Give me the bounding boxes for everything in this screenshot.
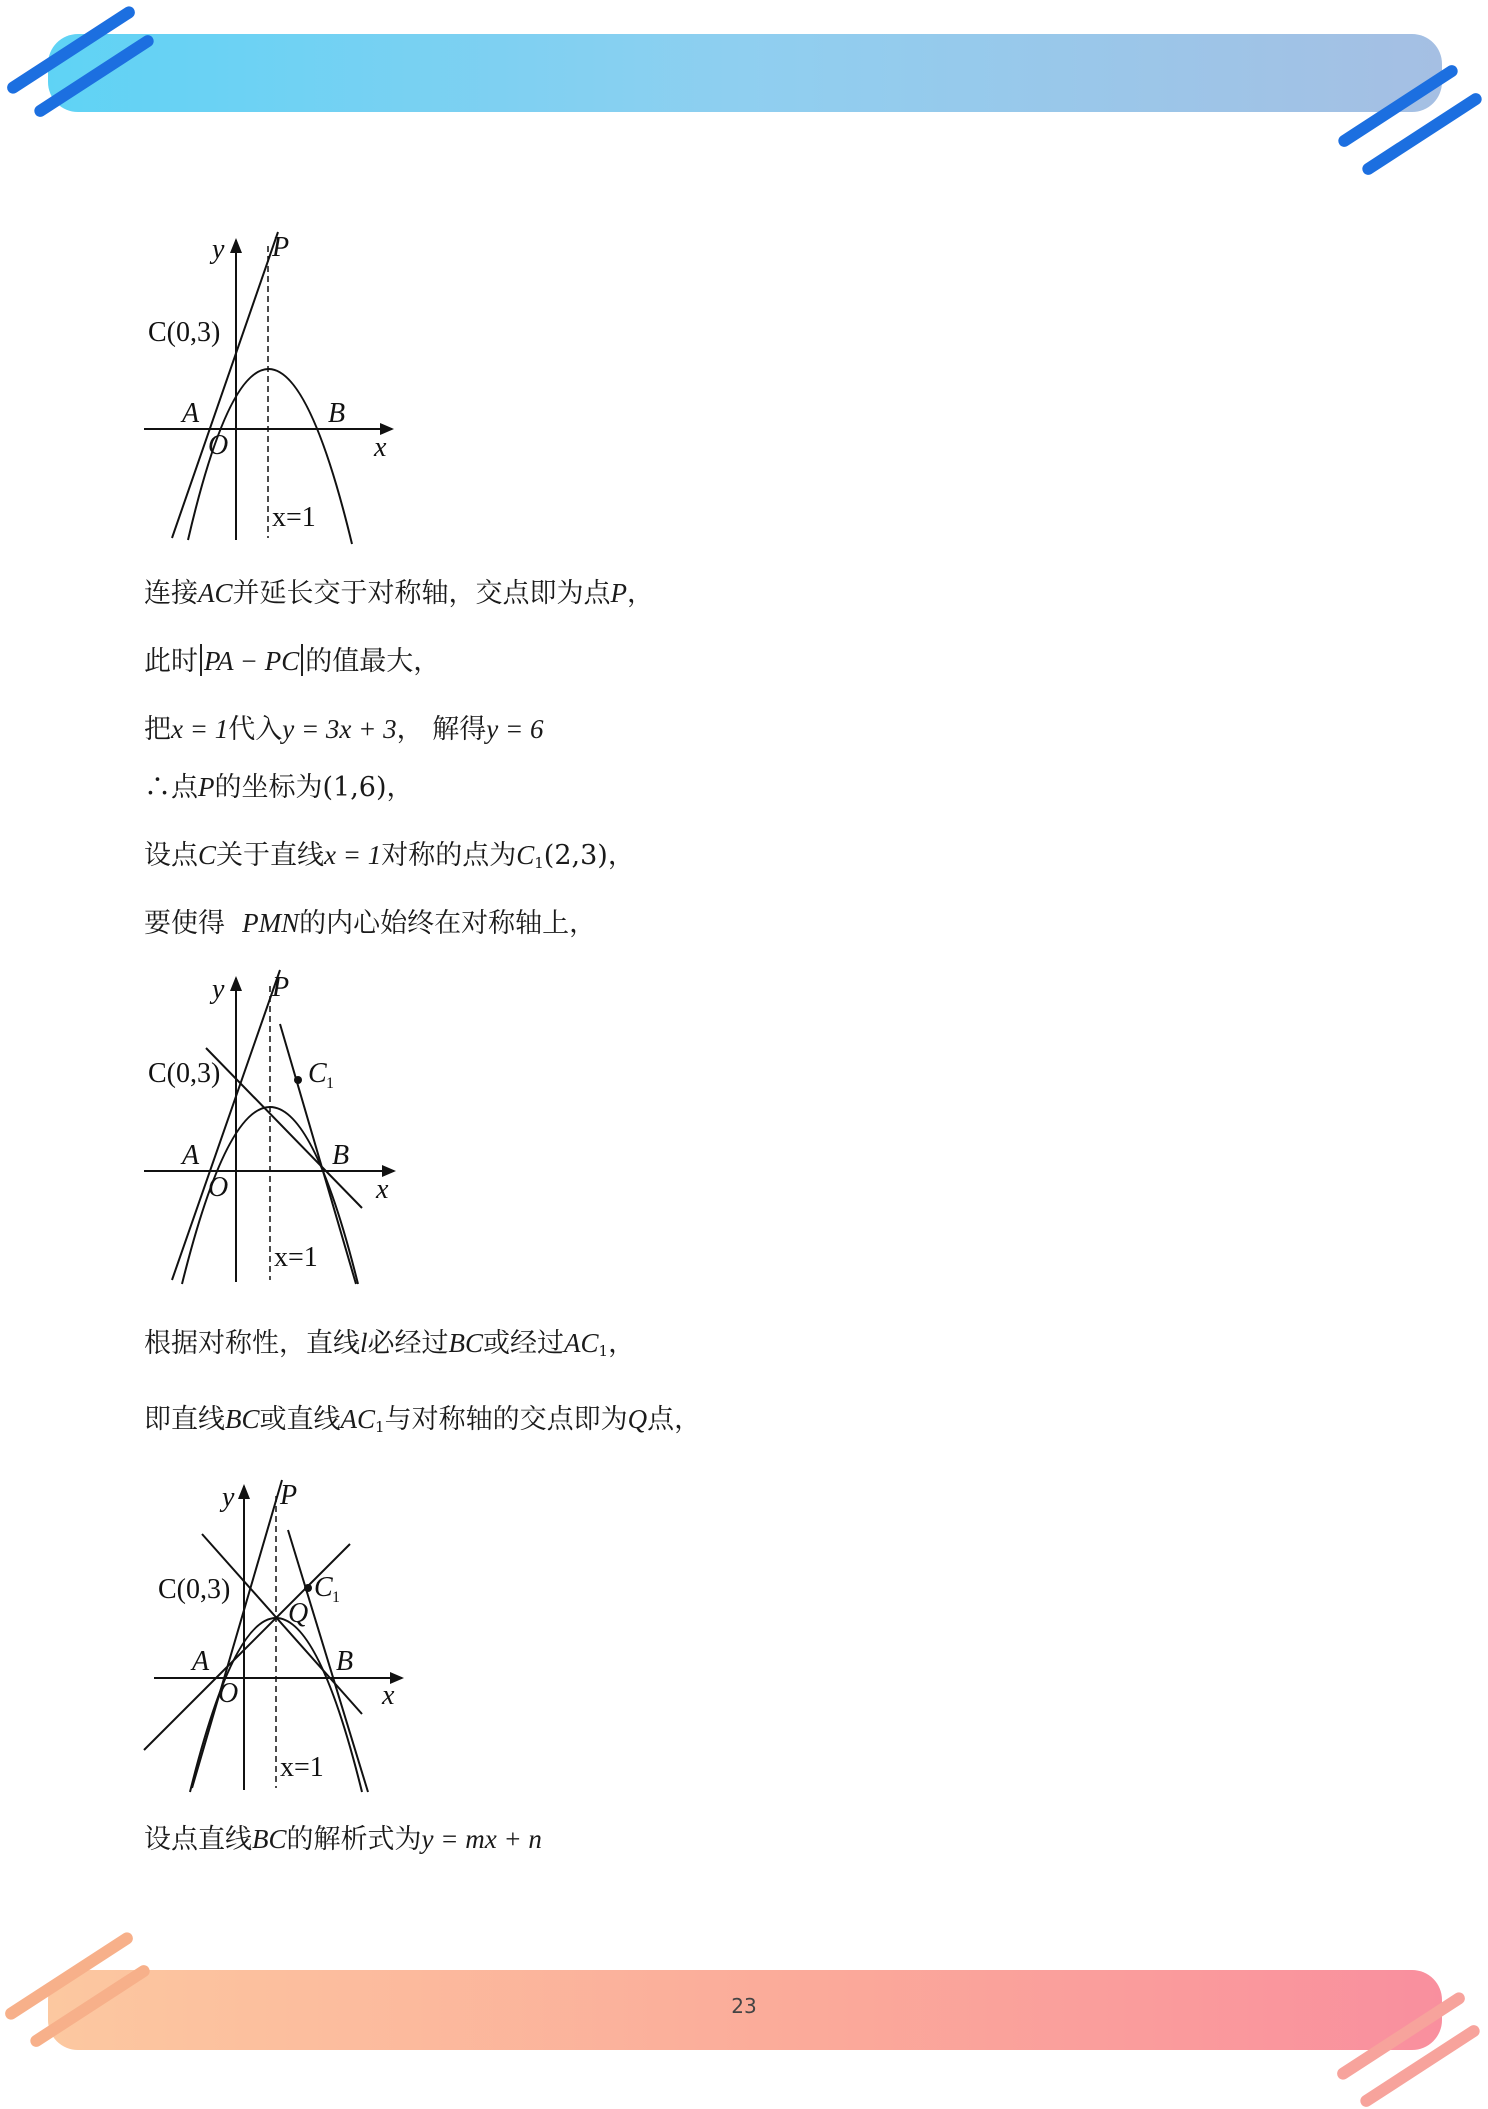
label-y: y	[212, 234, 225, 265]
line-AC	[172, 232, 278, 538]
figure-1-svg	[130, 226, 410, 546]
label-O: O	[208, 1172, 229, 1203]
label-O: O	[218, 1678, 239, 1709]
label-axis-eq: x=1	[272, 502, 316, 533]
line-BC	[206, 1048, 362, 1208]
figure-parabola-3	[140, 1474, 420, 1804]
label-C1-sub: 1	[326, 1075, 334, 1092]
point-C1	[304, 1584, 312, 1592]
label-C1: C	[314, 1572, 333, 1603]
label-B: B	[328, 398, 346, 429]
figure-parabola-1	[130, 226, 410, 546]
label-B: B	[332, 1140, 350, 1171]
label-axis-eq: x=1	[274, 1242, 318, 1273]
text-line-8: 即直线BC或直线$AC_1$与对称轴的交点即为Q点，	[144, 1404, 702, 1436]
label-C: C(0,3)	[148, 317, 221, 348]
text-line-9: 设点直线BC的解析式为y = mx + n	[144, 1824, 542, 1855]
label-A: A	[182, 398, 200, 429]
label-x: x	[376, 1174, 389, 1205]
line-AC	[172, 970, 280, 1280]
abs-bar-right	[301, 644, 303, 676]
text-line-3: 把x = 1代入y = 3x + 3， 解得y = 6	[144, 714, 544, 745]
figure-3-svg	[140, 1474, 420, 1804]
text-line-6: 要使得 PMN的内心始终在对称轴上，	[144, 908, 597, 939]
figure-2-svg	[130, 966, 410, 1296]
label-C1-sub: 1	[332, 1589, 340, 1606]
label-axis-eq: x=1	[280, 1752, 324, 1783]
label-y: y	[212, 974, 225, 1005]
text-line-2: 此时 PA − PC 的值最大，	[144, 646, 441, 677]
y-axis-arrow	[238, 1484, 250, 1499]
text-line-5: 设点C关于直线x = 1对称的点为$C_1(2,3)$，	[144, 840, 635, 872]
text-line-4: ∴点P的坐标为(1,6)，	[144, 772, 414, 803]
label-P: P	[280, 1480, 298, 1511]
text-line-1: 连接AC并延长交于对称轴，交点即为点P，	[144, 578, 655, 609]
point-C1	[294, 1076, 302, 1084]
label-O: O	[208, 430, 229, 461]
label-C: C(0,3)	[158, 1574, 231, 1605]
label-A: A	[182, 1140, 200, 1171]
label-x: x	[382, 1680, 395, 1711]
label-C: C(0,3)	[148, 1058, 221, 1089]
label-P: P	[272, 972, 290, 1003]
line-AC	[192, 1480, 282, 1788]
text-line-7: 根据对称性，直线l必经过BC或经过$AC_1$，	[144, 1328, 636, 1360]
label-B: B	[336, 1646, 354, 1677]
page-number: 23	[731, 1994, 757, 2018]
y-axis-arrow	[230, 976, 242, 991]
figure-parabola-2	[130, 966, 410, 1296]
label-x: x	[374, 432, 387, 463]
header-band	[48, 34, 1442, 112]
abs-bar-left	[200, 644, 202, 676]
label-A: A	[192, 1646, 210, 1677]
label-Q: Q	[288, 1598, 309, 1629]
label-y: y	[222, 1482, 235, 1513]
y-axis-arrow	[230, 238, 242, 253]
label-P: P	[272, 232, 290, 263]
label-C1: C	[308, 1058, 327, 1089]
